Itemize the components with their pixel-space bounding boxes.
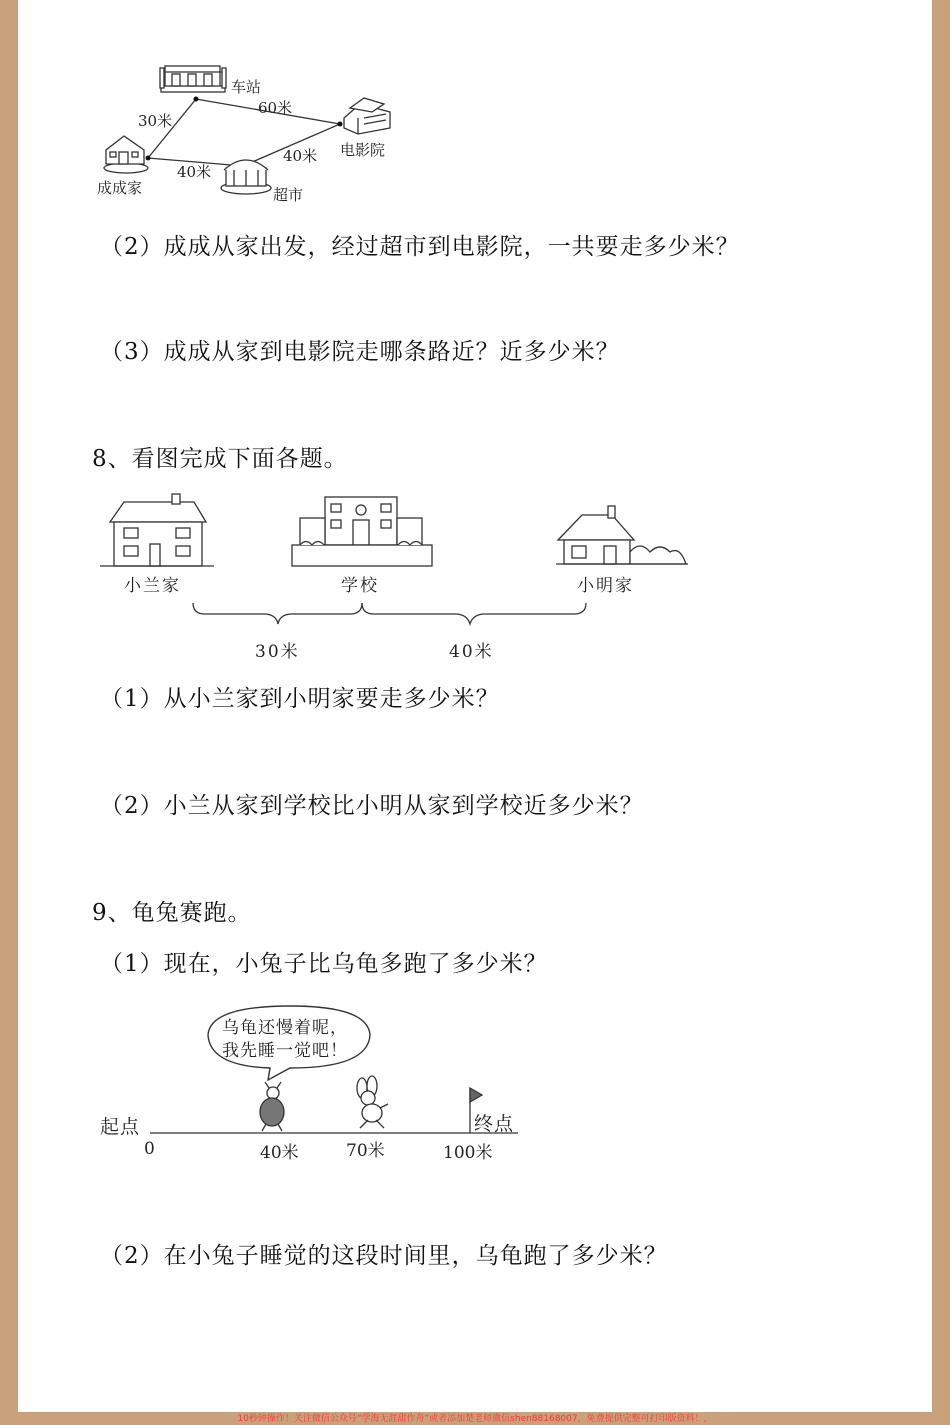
distance-station-cinema: 60米	[258, 99, 293, 117]
cinema-label: 电影院	[340, 141, 386, 159]
q8-distance-1: 30米	[255, 642, 300, 662]
q8-sub1: （1）从小兰家到小明家要走多少米？	[100, 686, 500, 712]
q7-sub2: （2）成成从家出发，经过超市到电影院，一共要走多少米？	[100, 234, 740, 260]
q8-sub2: （2）小兰从家到学校比小明从家到学校近多少米？	[100, 793, 644, 819]
station-label: 车站	[231, 78, 262, 96]
q8-title: 8、看图完成下面各题。	[92, 446, 348, 472]
footer-note: 10秒钟操作！关注微信公众号“学海无涯甜作舟”或者添加楚老师微信shen88168007，免费提供完整可打印版资料！，	[237, 1414, 713, 1424]
bubble-line-2: 我先睡一觉吧！	[222, 1041, 348, 1061]
tick-0: 0	[144, 1139, 157, 1159]
school-label: 学校	[341, 576, 379, 596]
market-label: 超市	[273, 186, 304, 204]
rabbit-icon	[357, 1076, 388, 1128]
q8-distance-2: 40米	[449, 642, 494, 662]
bubble-line-1: 乌龟还慢着呢，	[222, 1018, 348, 1038]
q9-sub2: （2）在小兔子睡觉的这段时间里，乌龟跑了多少米？	[100, 1243, 668, 1269]
turtle-icon	[260, 1082, 284, 1131]
tick-100: 100米	[443, 1143, 493, 1163]
start-label: 起点	[100, 1116, 141, 1138]
distance-market-cinema: 40米	[283, 147, 318, 165]
ming-home-label: 小明家	[577, 576, 634, 596]
q7-sub3: （3）成成从家到电影院走哪条路近？近多少米？	[100, 339, 620, 365]
tick-40: 40米	[260, 1143, 299, 1163]
q9-title: 9、龟兔赛跑。	[92, 900, 252, 926]
distance-home-market: 40米	[177, 163, 212, 181]
distance-home-station: 30米	[138, 112, 173, 130]
home-label: 成成家	[97, 179, 143, 197]
finish-label: 终点	[474, 1113, 515, 1135]
lan-home-label: 小兰家	[124, 576, 181, 596]
q9-sub1: （1）现在，小兔子比乌龟多跑了多少米？	[100, 951, 548, 977]
tick-70: 70米	[346, 1141, 385, 1161]
